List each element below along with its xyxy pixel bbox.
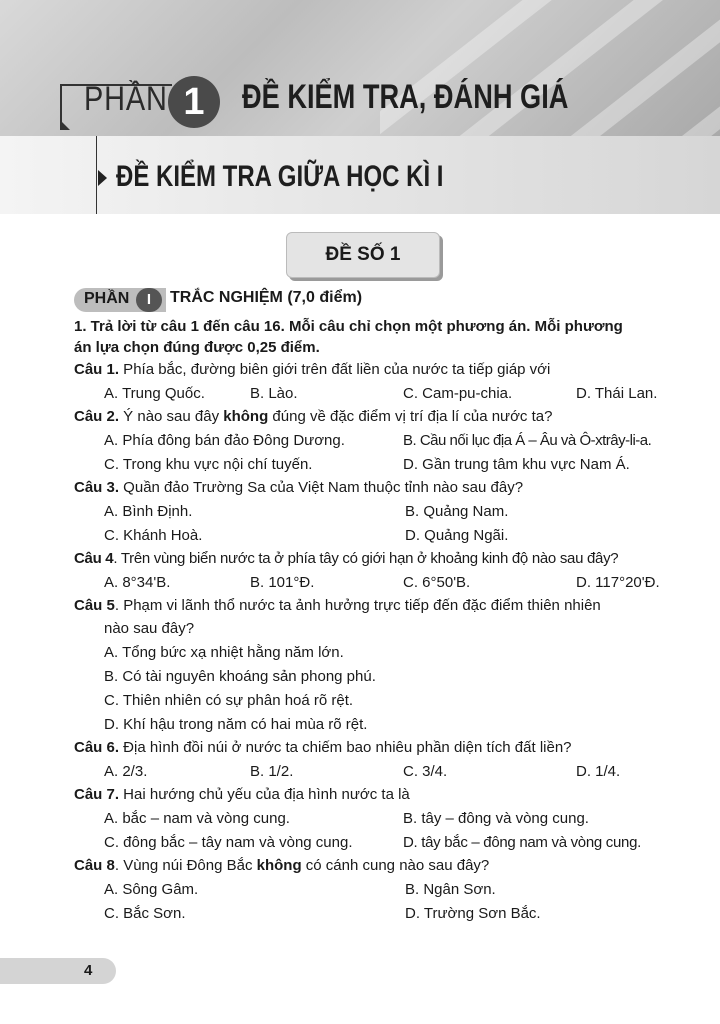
- question-label: Câu 8: [74, 857, 115, 874]
- option-b: B. Cầu nối lục địa Á – Âu và Ô-xtrây-li-a.: [403, 432, 652, 449]
- option-c: C. đông bắc – tây nam và vòng cung.: [104, 834, 353, 851]
- option-d: D. 1/4.: [576, 763, 621, 780]
- option-c: C. 6°50'B.: [403, 574, 471, 591]
- option-c: C. 3/4.: [403, 763, 448, 780]
- option-c: C. Khánh Hoà.: [104, 527, 203, 544]
- option-d: D. Khí hậu trong năm có hai mùa rõ rệt.: [104, 716, 368, 733]
- question-label: Câu 5: [74, 597, 115, 614]
- option-a: A. Phía đông bán đảo Đông Dương.: [104, 432, 345, 449]
- arrow-right-icon: [98, 170, 107, 186]
- question-1: [74, 361, 550, 378]
- section-title: TRẮC NGHIỆM (7,0 điểm): [170, 289, 363, 306]
- question-emphasis: không: [223, 408, 269, 425]
- option-a: A. Sông Gâm.: [104, 881, 199, 898]
- divider-line: [96, 136, 97, 214]
- question-5: [74, 597, 601, 614]
- question-label: Câu 1.: [74, 361, 120, 378]
- question-8: [74, 857, 489, 874]
- option-b: B. 101°Đ.: [250, 574, 315, 591]
- instruction-line: 1. Trả lời từ câu 1 đến câu 16. Mỗi câu chỉ chọn một phương án. Mỗi phương: [74, 318, 623, 335]
- part-title: ĐỀ KIỂM TRA, ĐÁNH GIÁ: [242, 78, 569, 116]
- option-c: C. Thiên nhiên có sự phân hoá rõ rệt.: [104, 692, 354, 709]
- section-badge: [74, 288, 166, 312]
- question-text: . Trên vùng biển nước ta ở phía tây có giới hạn ở khoảng kinh độ nào sau đây?: [113, 550, 619, 567]
- option-d: D. Thái Lan.: [576, 385, 658, 402]
- section-subtitle: ĐỀ KIỂM TRA GIỮA HỌC KÌ I: [116, 160, 444, 193]
- section-badge-number: I: [136, 288, 162, 312]
- question-label: Câu 2.: [74, 408, 120, 425]
- option-d: D. 117°20'Đ.: [576, 574, 660, 591]
- question-text: Ý nào sau đây: [119, 408, 224, 425]
- option-d: D. tây bắc – đông nam và vòng cung.: [403, 834, 641, 851]
- question-text: có cánh cung nào sau đây?: [301, 857, 490, 874]
- option-b: B. Ngân Sơn.: [405, 881, 496, 898]
- question-6: [74, 739, 572, 756]
- part-label: PHẦN: [84, 80, 168, 118]
- option-a: A. Tổng bức xạ nhiệt hằng năm lớn.: [104, 644, 344, 661]
- option-a: A. bắc – nam và vòng cung.: [104, 810, 290, 827]
- instruction-line: án lựa chọn đúng được 0,25 điểm.: [74, 339, 320, 356]
- option-a: A. 2/3.: [104, 763, 148, 780]
- option-c: C. Trong khu vực nội chí tuyến.: [104, 456, 313, 473]
- question-text: nào sau đây?: [104, 620, 195, 637]
- option-b: B. Quảng Nam.: [405, 503, 509, 520]
- option-b: B. Có tài nguyên khoáng sản phong phú.: [104, 668, 376, 685]
- option-c: C. Cam-pu-chia.: [403, 385, 513, 402]
- question-7: [74, 786, 410, 803]
- option-b: B. Lào.: [250, 385, 298, 402]
- option-a: A. 8°34'B.: [104, 574, 171, 591]
- option-d: D. Trường Sơn Bắc.: [405, 905, 541, 922]
- question-text: đúng về đặc điểm vị trí địa lí của nước ta?: [268, 408, 553, 425]
- question-label: Câu 3.: [74, 479, 120, 496]
- page-number-tab: [0, 958, 116, 984]
- page-number: 4: [84, 962, 93, 979]
- exam-title: ĐỀ SỐ 1: [286, 232, 440, 278]
- question-text: Phía bắc, đường biên giới trên đất liền của nước ta tiếp giáp với: [119, 361, 551, 378]
- question-2: [74, 408, 552, 425]
- question-text: Quần đảo Trường Sa của Việt Nam thuộc tỉnh nào sau đây?: [119, 479, 524, 496]
- option-a: A. Bình Định.: [104, 503, 193, 520]
- question-text: Địa hình đồi núi ở nước ta chiếm bao nhiêu phần diện tích đất liền?: [119, 739, 572, 756]
- question-text: . Phạm vi lãnh thổ nước ta ảnh hưởng trực tiếp đến đặc điểm thiên nhiên: [114, 597, 601, 614]
- question-3: [74, 479, 523, 496]
- question-label: Câu 6.: [74, 739, 120, 756]
- question-text: . Vùng núi Đông Bắc: [114, 857, 257, 874]
- option-b: B. 1/2.: [250, 763, 294, 780]
- option-d: D. Gần trung tâm khu vực Nam Á.: [403, 456, 630, 473]
- option-c: C. Bắc Sơn.: [104, 905, 186, 922]
- question-emphasis: không: [256, 857, 302, 874]
- option-b: B. tây – đông và vòng cung.: [403, 810, 589, 827]
- question-text: Hai hướng chủ yếu của địa hình nước ta là: [119, 786, 410, 803]
- question-label: Câu 4: [74, 550, 114, 567]
- question-4: [74, 550, 618, 567]
- section-badge-label: PHẦN: [84, 290, 130, 307]
- option-d: D. Quảng Ngãi.: [405, 527, 509, 544]
- option-a: A. Trung Quốc.: [104, 385, 205, 402]
- part-number: 1: [168, 76, 220, 128]
- question-label: Câu 7.: [74, 786, 120, 803]
